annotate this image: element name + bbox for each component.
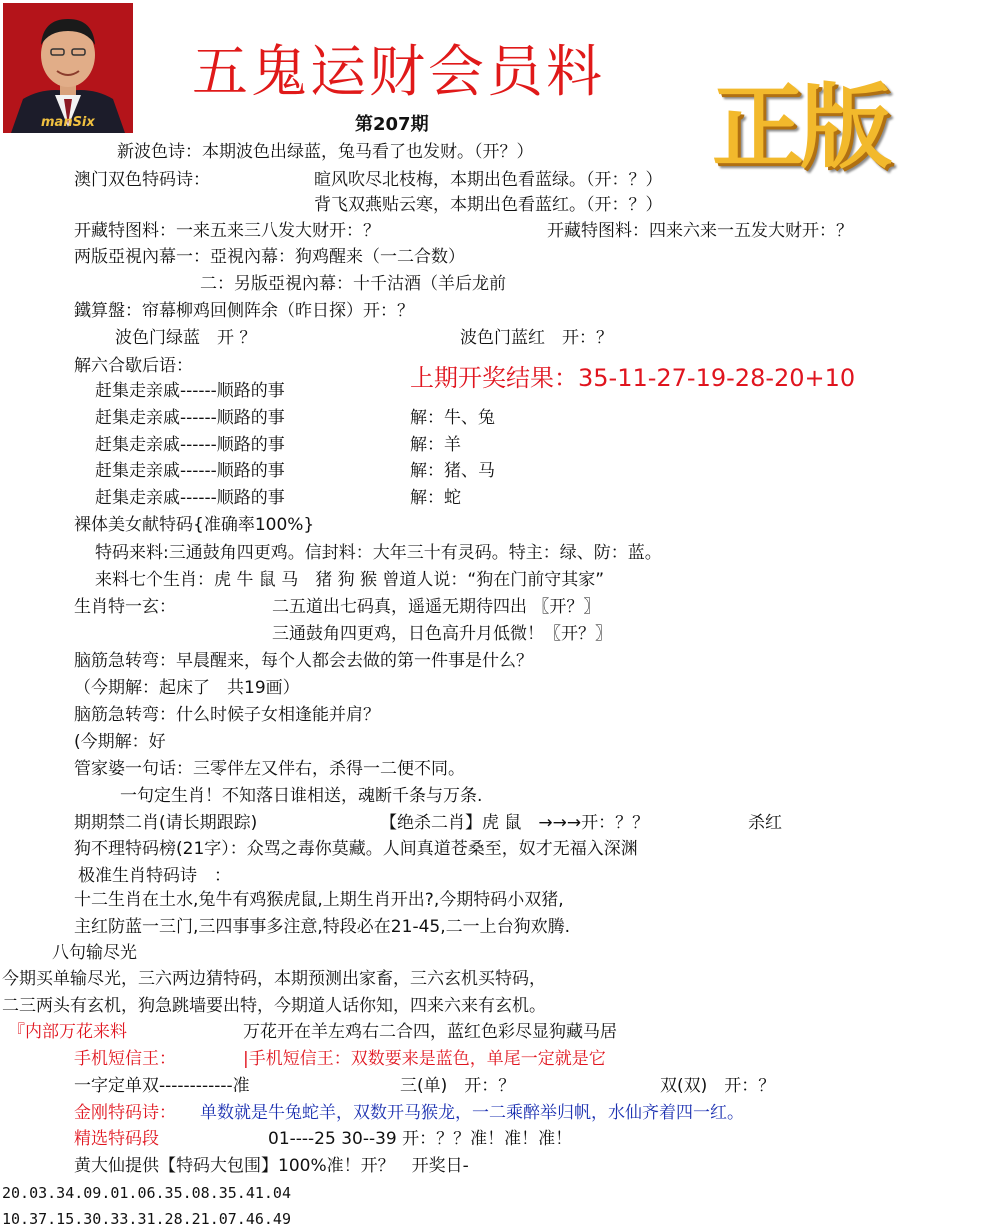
- genuine-stamp: 正版: [712, 74, 889, 181]
- wave-door-green-blue: 波色门绿蓝 开 ？: [115, 328, 257, 348]
- macau-color-poem-line2: 背飞双燕贴云寒，本期出色看蓝红。（开：？）: [314, 195, 663, 215]
- flower-source-text: 万花开在羊左鸡右二合四，蓝红色彩尽显狗藏马居: [243, 1022, 617, 1042]
- flower-source-label: 『内部万花来料: [8, 1022, 127, 1042]
- special-source: 特码来料:三通鼓角四更鸡。信封料：大年三十有灵码。特主：绿、防：蓝。: [95, 543, 662, 563]
- page-title: 五鬼运财会员料: [192, 40, 605, 105]
- brain-teaser-2: 脑筋急转弯：什么时候子女相逢能并肩？: [74, 705, 380, 725]
- riddle-answer: 解：羊: [410, 435, 461, 455]
- riddle-answer: 解：蛇: [410, 488, 461, 508]
- accuracy-heading: 裸体美女献特码{准确率100%}: [74, 515, 315, 535]
- wave-door-blue-red: 波色门蓝红 开：？: [460, 328, 613, 348]
- numbers-row-1: 20.03.34.09.01.06.35.08.35.41.04: [2, 1184, 291, 1202]
- macau-color-poem-line1: 暄风吹尽北枝梅，本期出色看蓝绿。（开：？）: [314, 170, 663, 190]
- iron-abacus: 鐵算盤：帘幕柳鸡回侧阵余（昨日探）开：？: [74, 301, 414, 321]
- diamond-poem-text: 单数就是牛兔蛇羊，双数开马猴龙，一二乘醉举归帆，水仙齐着四一红。: [200, 1103, 744, 1123]
- riddle-answer: 解：牛、兔: [410, 408, 495, 428]
- eight-lines-1: 今期买单输尽光，三六两边猜特码，本期预测出家畜，三六玄机买特码，: [2, 969, 546, 989]
- riddle-line: 赶集走亲戚------顺路的事: [95, 488, 285, 508]
- riddle-line: 赶集走亲戚------顺路的事: [95, 408, 285, 428]
- riddle-line: 赶集走亲戚------顺路的事: [95, 435, 285, 455]
- zodiac-mystery-line1: 二五道出七码真，遥遥无期待四出 〖开？〗: [272, 597, 601, 617]
- tibet-special-left: 开藏特图料：一来五来三八发大财开：？: [74, 221, 380, 241]
- riddle-answer: 解：猪、马: [410, 461, 495, 481]
- odd-pick: 三(单) 开：？: [400, 1076, 516, 1096]
- brain-teaser-1: 脑筋急转弯：早晨醒来，每个人都会去做的第一件事是什么？: [74, 651, 533, 671]
- wong-tai-sin-line: 黄大仙提供【特码大包围】100%准！开？ 开奖日-: [74, 1156, 469, 1176]
- kill-two-zodiacs: 【绝杀二肖】虎 鼠 →→→开：？？: [380, 813, 650, 833]
- riddle-heading: 解六合歇后语：: [74, 356, 193, 376]
- precise-poem-line2: 主红防蓝一三门,三四事事多注意,特段必在21-45,二一上台狗欢腾.: [74, 917, 571, 937]
- eight-lines-heading: 八句输尽光: [52, 943, 137, 963]
- diamond-poem-label: 金刚特码诗：: [74, 1103, 176, 1123]
- kill-red: 杀红: [748, 813, 782, 833]
- atv-inside-1: 两版亞視內幕一：亞視內幕：狗鸡醒来（一二合数）: [74, 247, 465, 267]
- one-zodiac-line: 一句定生肖！不知落日谁相送，魂断千条与万条.: [120, 786, 483, 806]
- macau-color-poem-label: 澳门双色特码诗：: [74, 170, 210, 190]
- brain-teaser-1-answer: （今期解：起床了 共19画）: [74, 678, 300, 698]
- riddle-line: 赶集走亲戚------顺路的事: [95, 461, 285, 481]
- selected-range-text: 01----25 30--39 开：？？准！准！准！: [268, 1129, 573, 1149]
- precise-poem-line1: 十二生肖在土水,兔牛有鸡猴虎鼠,上期生肖开出?,今期特码小双猪,: [74, 890, 564, 910]
- author-photo: [3, 3, 133, 133]
- sms-king-label: 手机短信王：: [74, 1049, 176, 1069]
- eight-lines-2: 二三两头有玄机，狗急跳墙要出特，今期道人话你知，四来六来有玄机。: [2, 996, 546, 1016]
- new-wave-color-poem: 新波色诗：本期波色出绿蓝，兔马看了也发财。（开？）: [117, 142, 534, 162]
- odd-even-label: 一字定单双------------准: [74, 1076, 250, 1096]
- selected-range-label: 精选特码段: [74, 1129, 159, 1149]
- atv-inside-2: 二：另版亞視內幕：十千沽酒（羊后龙前: [200, 274, 506, 294]
- precise-poem-label: 极准生肖特码诗 ：: [78, 866, 231, 886]
- zodiac-mystery-line2: 三通鼓角四更鸡，日色高升月低微！〖开？〗: [272, 624, 612, 644]
- ban-two-zodiacs-label: 期期禁二肖(请长期跟踪): [74, 813, 258, 833]
- portrait-image: [3, 3, 133, 133]
- zodiac-mystery-label: 生肖特一玄：: [74, 597, 176, 617]
- sms-king-text: |手机短信王：双数要来是蓝色，单尾一定就是它: [243, 1049, 606, 1069]
- dog-ignore-ranking: 狗不理特码榜(21字）：众骂之毒你莫藏。人间真道苍桑至，奴才无福入深渊: [74, 839, 638, 859]
- seven-zodiacs: 来料七个生肖：虎 牛 鼠 马 猪 狗 猴 曾道人说：“狗在门前守其家”: [95, 570, 605, 590]
- last-result: 上期开奖结果：35-11-27-19-28-20+10: [410, 364, 856, 392]
- brain-teaser-2-answer: (今期解：好: [74, 732, 166, 752]
- issue-number: 第207期: [355, 114, 429, 135]
- tibet-special-right: 开藏特图料：四来六来一五发大财开：？: [547, 221, 853, 241]
- housekeeper-word: 管家婆一句话：三零伴左又伴右，杀得一二便不同。: [74, 759, 465, 779]
- numbers-row-2: 10.37.15.30.33.31.28.21.07.46.49: [2, 1210, 291, 1228]
- even-pick: 双(双) 开：？: [660, 1076, 776, 1096]
- riddle-line: 赶集走亲戚------顺路的事: [95, 381, 285, 401]
- photo-watermark: manSix: [41, 115, 95, 130]
